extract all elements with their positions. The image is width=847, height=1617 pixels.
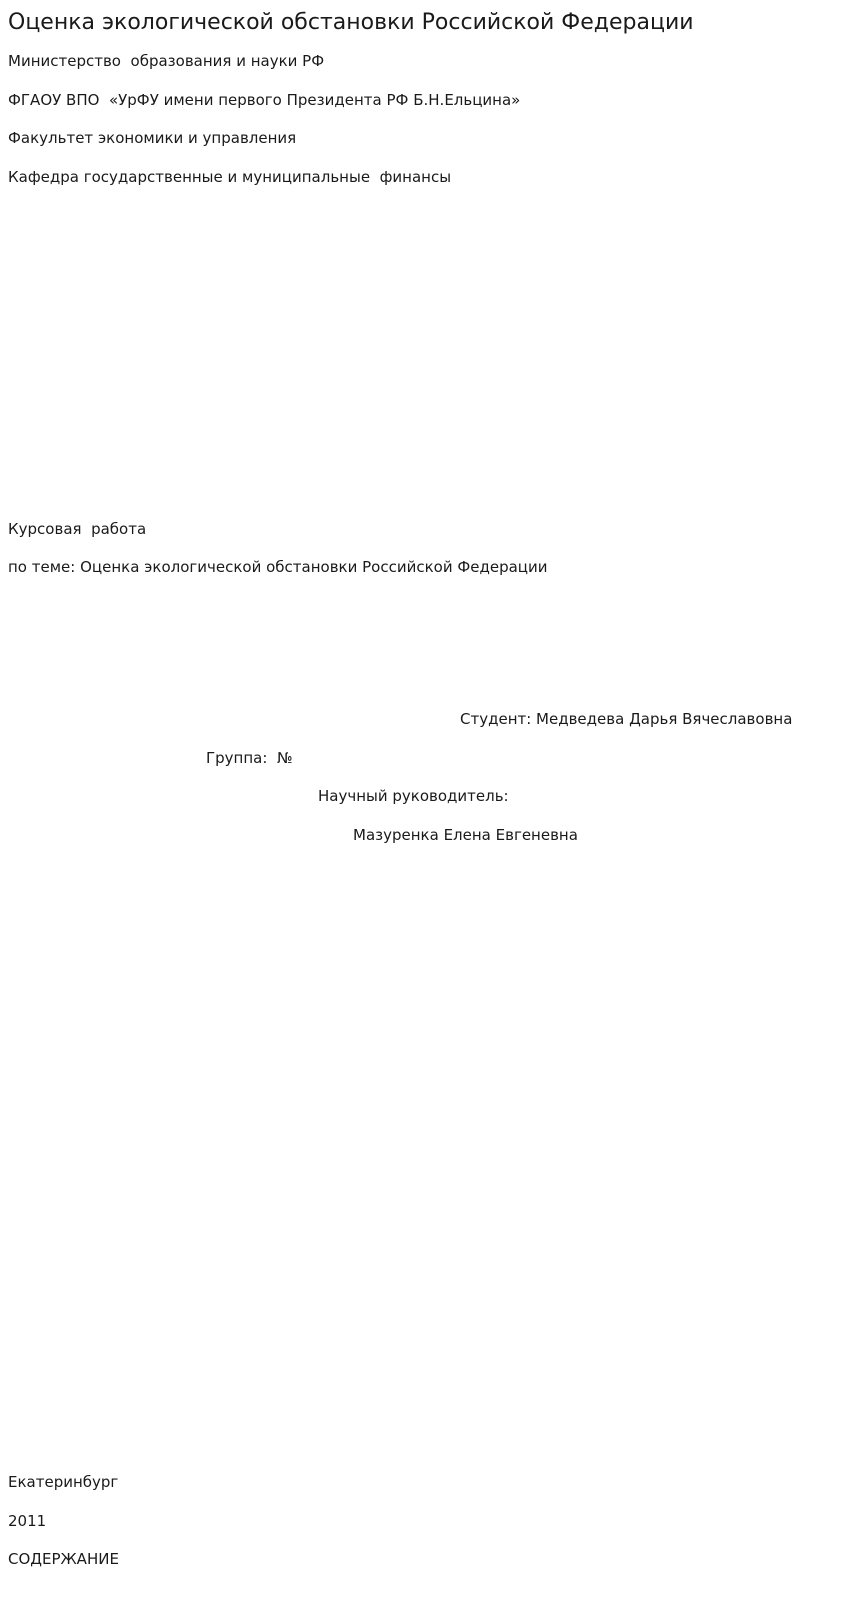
work-topic: по теме: Оценка экологической обстановки Российской Федерации [8,558,548,576]
student-line: Студент: Медведева Дарья Вячеславовна [460,710,793,728]
ministry-line: Министерство образования и науки РФ [8,52,325,70]
city-line: Екатеринбург [8,1473,119,1491]
supervisor-name: Мазуренка Елена Евгеневна [353,826,578,844]
group-line: Группа: № [206,749,293,767]
work-type: Курсовая работа [8,520,147,538]
contents-heading: СОДЕРЖАНИЕ [8,1550,119,1568]
university-line: ФГАОУ ВПО «УрФУ имени первого Президента РФ Б.Н.Ельцина» [8,91,521,109]
year-line: 2011 [8,1512,47,1530]
department-line: Кафедра государственные и муниципальные финансы [8,168,452,186]
page-title: Оценка экологической обстановки Российской Федерации [8,10,694,35]
faculty-line: Факультет экономики и управления [8,129,297,147]
supervisor-label: Научный руководитель: [318,787,509,805]
